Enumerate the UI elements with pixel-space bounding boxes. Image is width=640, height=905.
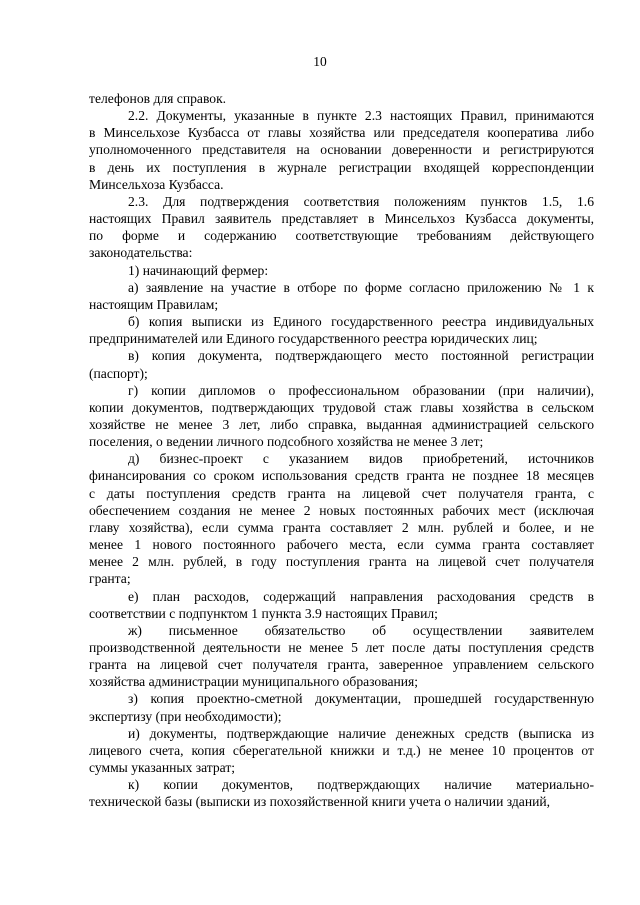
paragraph	[89, 725, 594, 776]
text-line: по форме и содержанию соответствующие требованиям действующего	[89, 228, 594, 244]
text-line: а) заявление на участие в отборе по форме согласно приложению № 1 к	[128, 279, 594, 295]
text-line: настоящих Правил заявитель представляет в Минсельхоз Кузбасса документы,	[89, 211, 594, 227]
paragraph	[89, 622, 594, 691]
text-line: е) план расходов, содержащий направления расходования средств в	[128, 588, 594, 604]
text-line: и) документы, подтверждающие наличие денежных средств (выписка из	[128, 725, 594, 741]
paragraph	[89, 313, 594, 347]
text-line: Минсельхоза Кузбасса.	[89, 176, 224, 192]
text-line: уполномоченного представителя на основании доверенности и регистрируются	[89, 142, 594, 158]
text-line: 2.3. Для подтверждения соответствия положениям пунктов 1.5, 1.6	[128, 193, 594, 209]
text-line: в) копия документа, подтверждающего место постоянной регистрации	[128, 348, 594, 364]
text-line: д) бизнес-проект с указанием видов приобретений, источников	[128, 451, 594, 467]
paragraph	[89, 382, 594, 451]
text-line: (паспорт);	[89, 365, 148, 381]
text-line: копии документов, подтверждающих трудовой стаж главы хозяйства в сельском	[89, 399, 594, 415]
paragraph	[89, 262, 594, 279]
text-line: технической базы (выписки из похозяйственной книги учета о наличии зданий,	[89, 794, 551, 810]
paragraph	[89, 776, 594, 810]
text-line: менее 2 млн. рублей, в году поступления гранта на лицевой счет получателя	[89, 554, 594, 570]
text-line: хозяйства администрации муниципального образования;	[89, 674, 419, 690]
text-line: главу хозяйства), если сумма гранта составляет 2 млн. рублей и более, и не	[89, 519, 594, 535]
text-line: б) копия выписки из Единого государственного реестра индивидуальных	[128, 314, 594, 330]
text-line: суммы указанных затрат;	[89, 760, 236, 776]
text-line: ж) письменное обязательство об осуществлении заявителем	[128, 622, 594, 638]
text-line: с даты поступления средств гранта на лицевой счет получателя гранта, с	[89, 485, 594, 501]
page-number: 10	[313, 54, 327, 69]
text-line: г) копии дипломов о профессиональном образовании (при наличии),	[128, 382, 594, 398]
text-line: в день их поступления в журнале регистрации входящей корреспонденции	[89, 159, 594, 175]
paragraph	[89, 193, 594, 262]
text-line: настоящим Правилам;	[89, 296, 219, 312]
text-line: хозяйстве не менее 3 лет, либо справка, выданная администрацией сельского	[89, 416, 594, 432]
text-line: предпринимателей или Единого государственного реестра юридических лиц;	[89, 331, 538, 347]
text-line: финансирования со сроком использования средств гранта не позднее 18 месяцев	[89, 468, 594, 484]
text-line: 1) начинающий фермер:	[128, 262, 269, 278]
paragraph	[89, 450, 594, 587]
paragraph	[89, 347, 594, 381]
paragraph	[89, 690, 594, 724]
document-body	[89, 90, 594, 811]
text-line: гранта на лицевой счет получателя гранта, заверенное управлением сельского	[89, 657, 594, 673]
text-line: экспертизу (при необходимости);	[89, 708, 282, 724]
text-line: соответствии с подпунктом 1 пункта 3.9 настоящих Правил;	[89, 605, 438, 621]
text-line: в Минсельхозе Кузбасса от главы хозяйства или председателя кооператива либо	[89, 125, 594, 141]
paragraph	[89, 588, 594, 622]
text-line: поселения, о ведении личного подсобного хозяйства не менее 3 лет;	[89, 434, 484, 450]
paragraph	[89, 107, 594, 193]
text-line: к) копии документов, подтверждающих наличие материально-	[128, 777, 594, 793]
paragraph	[89, 279, 594, 313]
paragraph	[89, 90, 594, 107]
text-line: менее 1 нового постоянного рабочего места, если сумма гранта составляет	[89, 537, 594, 553]
text-line: гранта;	[89, 571, 131, 587]
text-line: телефонов для справок.	[89, 91, 227, 106]
text-line: законодательства:	[89, 245, 193, 261]
text-line: 2.2. Документы, указанные в пункте 2.3 настоящих Правил, принимаются	[128, 108, 594, 124]
text-line: з) копия проектно-сметной документации, прошедшей государственную	[128, 691, 594, 707]
text-line: лицевого счета, копия сберегательной книжки и т.д.) не менее 10 процентов от	[89, 742, 594, 758]
text-line: обеспечением создания не менее 2 новых постоянных рабочих мест (исключая	[89, 502, 594, 518]
text-line: производственной деятельности не менее 5 лет после даты поступления средств	[89, 640, 594, 655]
